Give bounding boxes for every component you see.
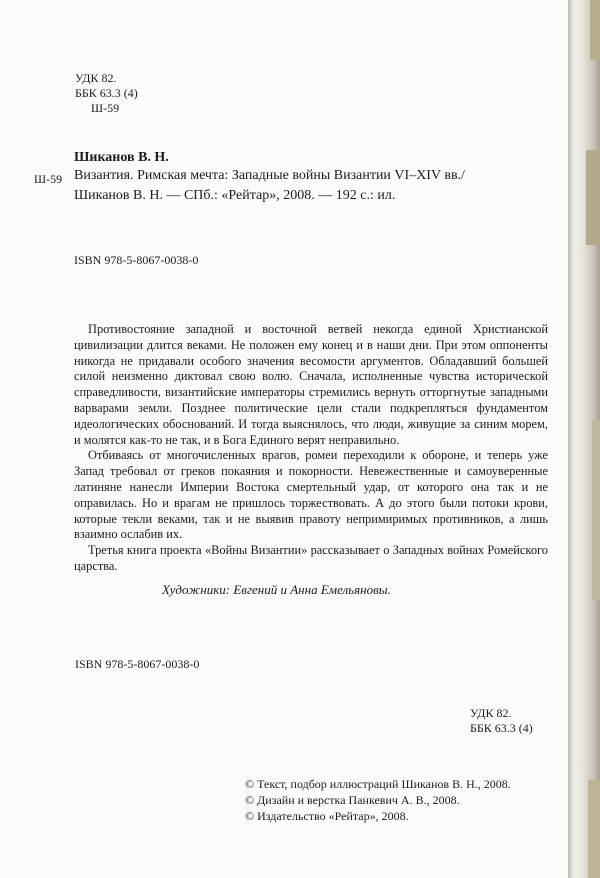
copyright-block xyxy=(245,776,511,824)
annotation-paragraph: Отбиваясь от многочисленных врагов, ромеи переходили к обороне, и теперь уже Запад требовал от греков покаяния и покорности. Невежественные и самоуверенные латиняне нанесли Империи Востока смертельный удар, от которого она так и не оправилась. Но и врагам не пришлось торжествовать. А до этого были потоки крови, которые текли веками, так и не выявив правоту непримиримых противников, а лишь взаимно ослабив их. xyxy=(74,448,548,542)
classification-block-top xyxy=(75,71,138,116)
annotation-paragraph: Противостояние западной и восточной ветвей некогда единой Христианской цивилизации длится веками. Не положен ему конец и в наши дни. При этом оппоненты никогда не придавали особого значения весомости аргументов. Обладавший большей силой неизменно диктовал свою волю. Сначала, исполненные чувства исторической справедливости, византийские императоры стремились вернуть отторгнутые западными варварами земли. Позднее политические цели стали подкрепляться фундаментом идеологических обоснований. И тогда выяснялось, что люди, живущие за синим морем, и молятся как-то не так, и в Бога Единого верят неправильно. xyxy=(74,322,548,447)
copyright-line: © Издательство «Рейтар», 2008. xyxy=(245,809,409,823)
bbk-code: ББК 63.3 (4) xyxy=(470,721,533,735)
scan-edge xyxy=(568,0,600,878)
bbk-code: ББК 63.3 (4) xyxy=(75,86,138,100)
copyright-line: © Дизайн и верстка Панкевич А. В., 2008. xyxy=(245,793,460,807)
imprint-line: Шиканов В. Н. — СПб.: «Рейтар», 2008. — 192 с.: ил. xyxy=(74,188,396,203)
udk-code: УДК 82. xyxy=(470,706,512,720)
annotation xyxy=(74,322,548,575)
annotation-paragraph: Третья книга проекта «Войны Византии» рассказывает о Западных войнах Ромейского царства. xyxy=(74,543,548,573)
udk-code: УДК 82. xyxy=(75,71,117,85)
author-sign: Ш-59 xyxy=(91,101,120,115)
isbn-top: ISBN 978-5-8067-0038-0 xyxy=(74,253,199,267)
title-line: Византия. Римская мечта: Западные войны Византии VI–XIV вв./ xyxy=(74,168,465,183)
author-name: Шиканов В. Н. xyxy=(74,150,169,165)
artists-credit: Художники: Евгений и Анна Емельяновы. xyxy=(162,582,391,597)
isbn-bottom: ISBN 978-5-8067-0038-0 xyxy=(75,657,200,671)
classification-block-bottom xyxy=(470,706,533,736)
margin-author-sign: Ш-59 xyxy=(34,172,63,186)
copyright-line: © Текст, подбор иллюстраций Шиканов В. Н., 2008. xyxy=(245,777,511,791)
